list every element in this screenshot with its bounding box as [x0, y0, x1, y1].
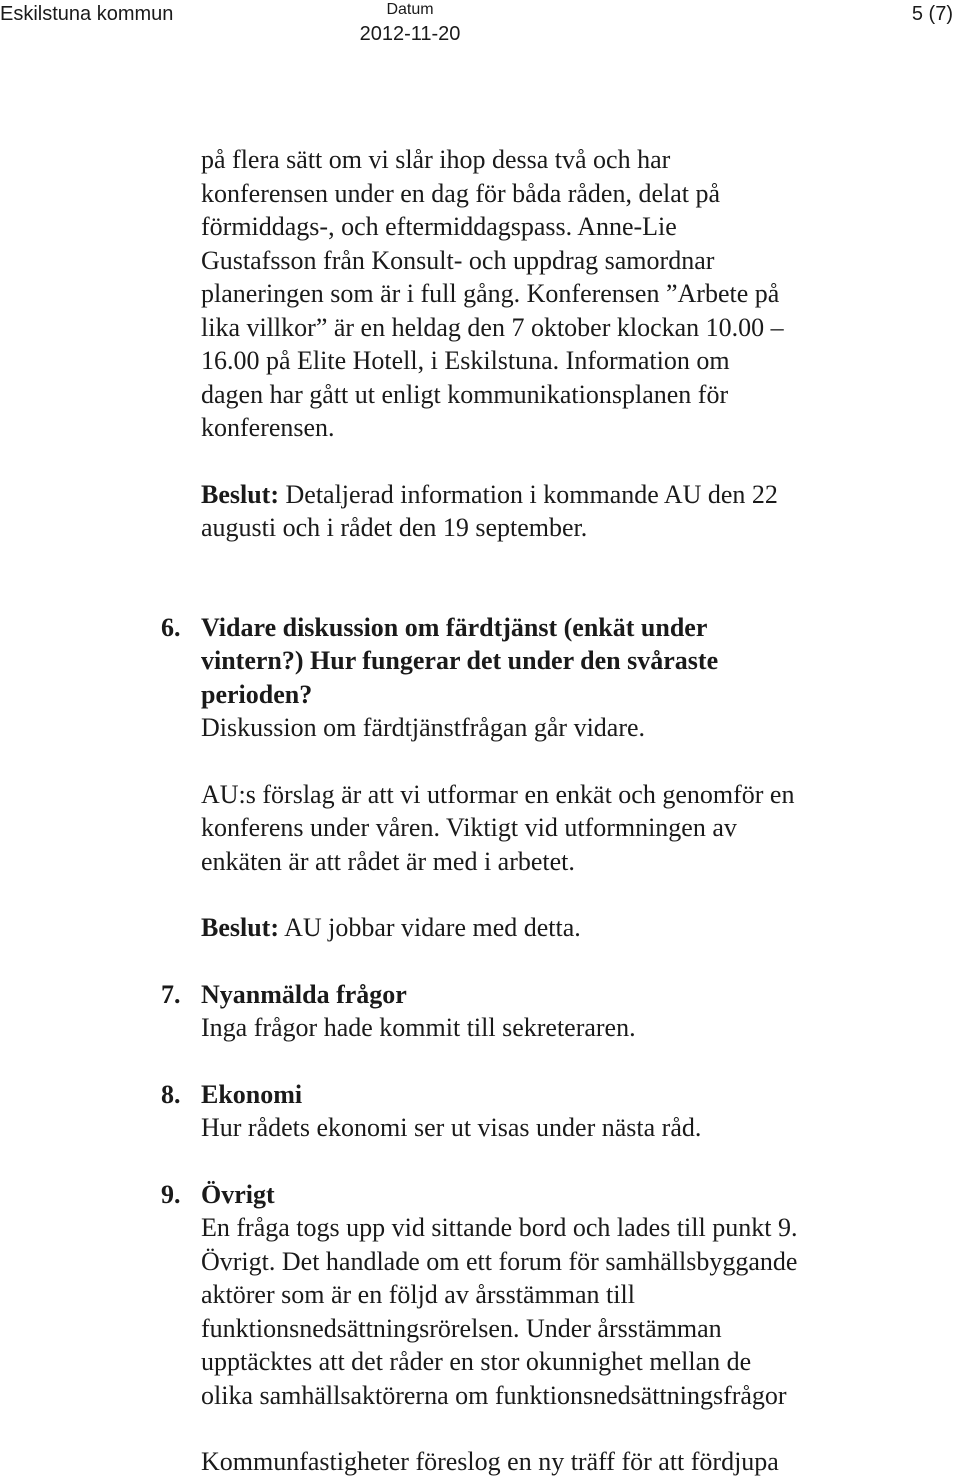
- section-text: Hur rådets ekonomi ser ut visas under nästa råd.: [201, 1113, 702, 1142]
- section-text: Inga frågor hade kommit till sekreteraren.: [201, 1013, 636, 1042]
- intro-line: Gustafsson från Konsult- och uppdrag samordnar: [201, 245, 715, 275]
- decision-1: [201, 478, 901, 512]
- section-line: aktörer som är en följd av årsstämman till: [201, 1280, 635, 1309]
- intro-line: dagen har gått ut enligt kommunikationsplanen för: [201, 379, 729, 409]
- decision-text: Detaljerad information i kommande AU den 22: [279, 479, 778, 509]
- section-9: [161, 1178, 901, 1479]
- page-number: 5 (7): [911, 3, 953, 25]
- section-title: Nyanmälda frågor: [201, 979, 407, 1009]
- decision-label: Beslut:: [201, 479, 279, 509]
- section-title: vintern?) Hur fungerar det under den svåraste: [201, 646, 719, 675]
- section-text: Diskussion om färdtjänstfrågan går vidare.: [201, 713, 646, 742]
- date-block: [355, 0, 465, 48]
- intro-line: lika villkor” är en heldag den 7 oktober klockan 10.00 –: [201, 312, 784, 342]
- intro-line: på flera sätt om vi slår ihop dessa två och har: [201, 145, 671, 174]
- section-number: 6.: [161, 612, 181, 642]
- section-7: [161, 978, 901, 1045]
- section-line: funktionsnedsättningsrörelsen. Under årsstämman: [201, 1313, 722, 1343]
- document-date: 2012-11-20: [359, 23, 461, 45]
- document-body: [161, 143, 901, 1479]
- section-number: 9.: [161, 1179, 181, 1209]
- intro-line: förmiddags-, och eftermiddagspass. Anne-Lie: [201, 212, 677, 241]
- section-8: [161, 1078, 901, 1145]
- section-title: Vidare diskussion om färdtjänst (enkät under: [201, 612, 708, 642]
- section-paragraph-line: konferens under våren. Viktigt vid utformningen av: [201, 813, 737, 842]
- intro-line: konferensen.: [201, 413, 335, 442]
- section-line: olika samhällsaktörerna om funktionsnedsättningsfrågor: [201, 1380, 787, 1410]
- section-title: Ekonomi: [201, 1079, 303, 1109]
- organization-name: Eskilstuna kommun: [0, 3, 174, 25]
- section-number: 7.: [161, 979, 181, 1009]
- section-6: [161, 611, 901, 945]
- decision-label: Beslut:: [201, 913, 279, 942]
- section-paragraph-line: AU:s förslag är att vi utformar en enkät och genomför en: [201, 779, 795, 809]
- section-number: 8.: [161, 1079, 181, 1109]
- section-title: perioden?: [201, 679, 313, 709]
- section-line: Övrigt. Det handlade om ett forum för samhällsbyggande: [201, 1246, 798, 1276]
- section-paragraph-line: enkäten är att rådet är med i arbetet.: [201, 846, 575, 876]
- section-line: Kommunfastigheter föreslog en ny träff för att fördjupa: [201, 1447, 779, 1476]
- decision-text: AU jobbar vidare med detta.: [279, 913, 581, 942]
- section-title: Övrigt: [201, 1179, 275, 1209]
- section-line: upptäcktes att det råder en stor okunnighet mellan de: [201, 1347, 752, 1376]
- date-label: Datum: [386, 1, 434, 18]
- decision-1-line2: augusti och i rådet den 19 september.: [201, 513, 588, 542]
- intro-line: konferensen under en dag för båda råden, delat på: [201, 178, 721, 208]
- intro-line: 16.00 på Elite Hotell, i Eskilstuna. Information om: [201, 346, 730, 375]
- section-line: En fråga togs upp vid sittande bord och lades till punkt 9.: [201, 1213, 798, 1242]
- intro-line: planeringen som är i full gång. Konferensen ”Arbete på: [201, 279, 780, 308]
- decision-2: [201, 911, 901, 945]
